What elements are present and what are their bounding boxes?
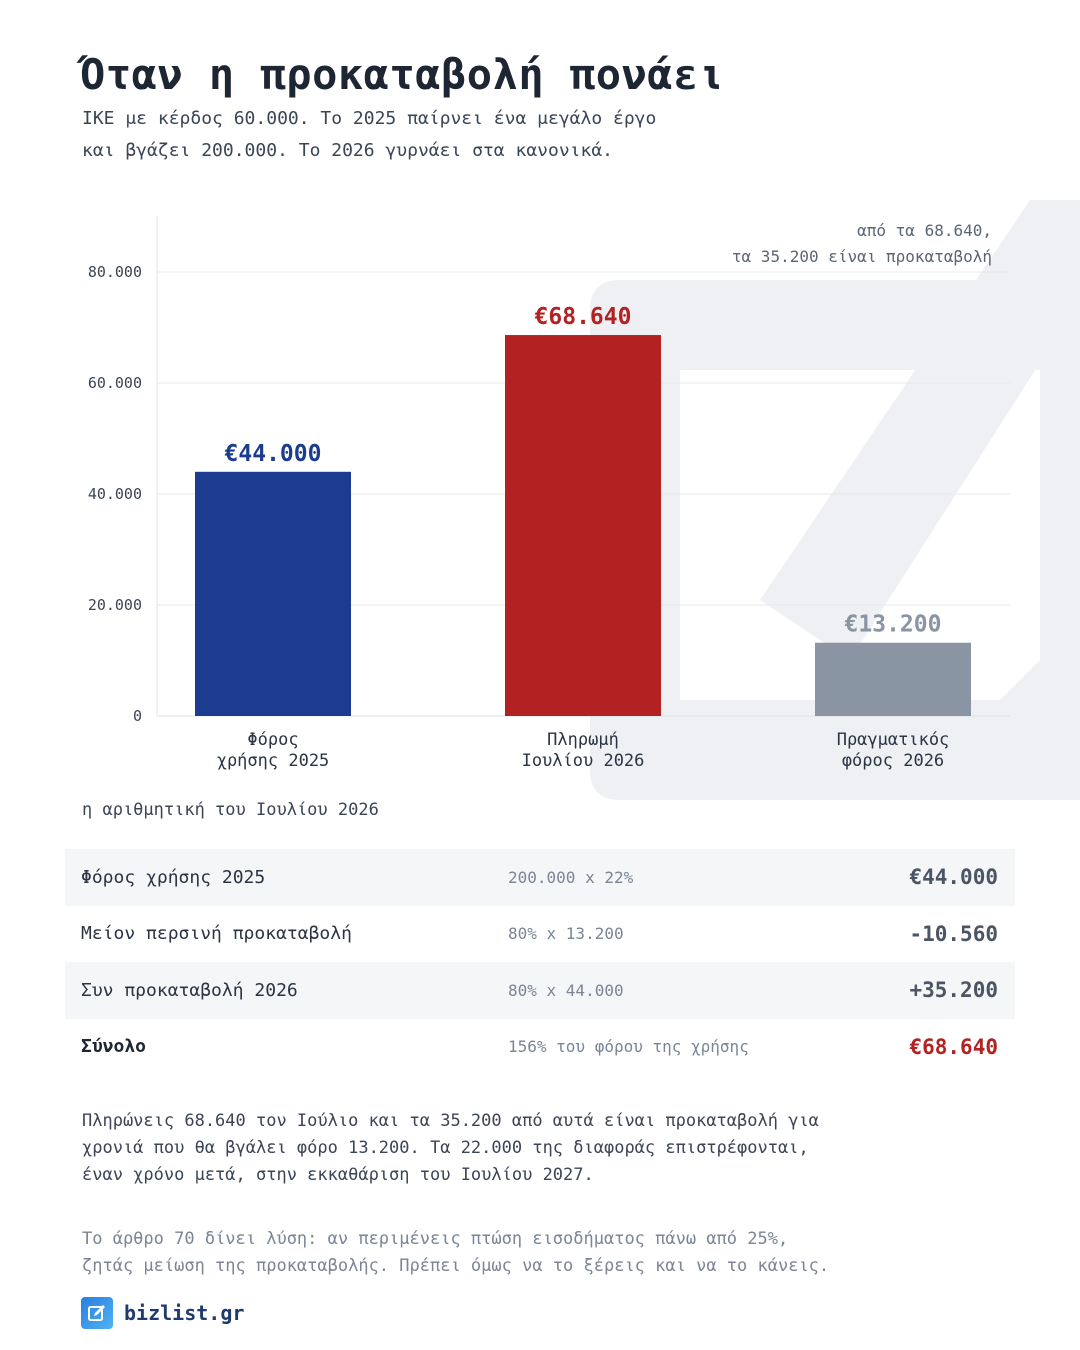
x-category-label: φόρος 2026 (841, 751, 945, 771)
subtitle-line: ΙΚΕ με κέρδος 60.000. Το 2025 παίρνει ένα μεγάλο έργο (82, 108, 657, 129)
note-line: Το άρθρο 70 δίνει λύση: αν περιμένεις πτώση εισοδήματος πάνω από 25%, (82, 1229, 789, 1249)
article-note (82, 1226, 829, 1280)
y-tick-label: 0 (132, 707, 142, 725)
x-category-label: Ιουλίου 2026 (521, 751, 645, 771)
subtitle-line: και βγάζει 200.000. Το 2026 γυρνάει στα κανονικά. (82, 140, 614, 161)
row-label: Συν προκαταβολή 2026 (81, 979, 298, 1001)
bar-value-label: €68.640 (534, 304, 632, 331)
y-tick-label: 40.000 (87, 485, 142, 503)
page-title: Όταν η προκαταβολή πονάει (80, 50, 725, 99)
paragraph-line: χρονιά που θα βγάλει φόρο 13.200. Τα 22.000 της διαφοράς επιστρέφονται, (82, 1138, 809, 1158)
breakdown-caption: η αριθμητική του Ιουλίου 2026 (82, 800, 379, 820)
edit-square-icon (81, 1297, 113, 1329)
bar (815, 643, 971, 716)
chart-annotation: από τα 68.640, (857, 221, 992, 240)
breakdown-row (65, 962, 1015, 1019)
row-label: Φόρος χρήσης 2025 (81, 866, 266, 888)
breakdown-row (65, 849, 1015, 906)
bar (195, 472, 351, 716)
breakdown-table (65, 849, 1015, 1075)
explanation-paragraph (82, 1108, 819, 1189)
row-label: Μείον περσινή προκαταβολή (81, 923, 352, 945)
row-label: Σύνολο (81, 1036, 147, 1058)
bar (505, 335, 661, 716)
brand-name: bizlist.gr (124, 1301, 245, 1325)
row-formula: 200.000 x 22% (508, 867, 634, 887)
y-tick-label: 20.000 (87, 596, 142, 614)
row-formula: 80% x 13.200 (508, 924, 624, 944)
row-formula: 80% x 44.000 (508, 980, 624, 1000)
page-subtitle (82, 103, 656, 167)
row-value: +35.200 (909, 978, 998, 1003)
y-tick-label: 80.000 (87, 263, 142, 281)
row-value: €44.000 (909, 865, 998, 890)
paragraph-line: έναν χρόνο μετά, στην εκκαθάριση του Ιουλίου 2027. (82, 1165, 594, 1185)
note-line: ζητάς μείωση της προκαταβολής. Πρέπει όμως να το ξέρεις και να το κάνεις. (82, 1256, 830, 1276)
bar-value-label: €44.000 (224, 440, 322, 467)
chart-annotation: τα 35.200 είναι προκαταβολή (731, 247, 992, 266)
row-value: €68.640 (909, 1034, 998, 1059)
x-category-label: Πληρωμή (547, 730, 619, 750)
x-category-label: Φόρος (247, 730, 299, 750)
row-formula: 156% του φόρου της χρήσης (508, 1037, 749, 1057)
brand[interactable] (81, 1297, 244, 1329)
breakdown-row (65, 906, 1015, 963)
breakdown-total-row (65, 1019, 1015, 1076)
x-category-label: Πραγματικός (836, 730, 950, 750)
paragraph-line: Πληρώνεις 68.640 τον Ιούλιο και τα 35.200 από αυτά είναι προκαταβολή για (82, 1111, 819, 1131)
bar-value-label: €13.200 (844, 611, 942, 638)
x-category-label: χρήσης 2025 (216, 751, 330, 771)
y-tick-label: 60.000 (87, 374, 142, 392)
bar-chart (0, 200, 1080, 790)
row-value: -10.560 (909, 921, 998, 946)
